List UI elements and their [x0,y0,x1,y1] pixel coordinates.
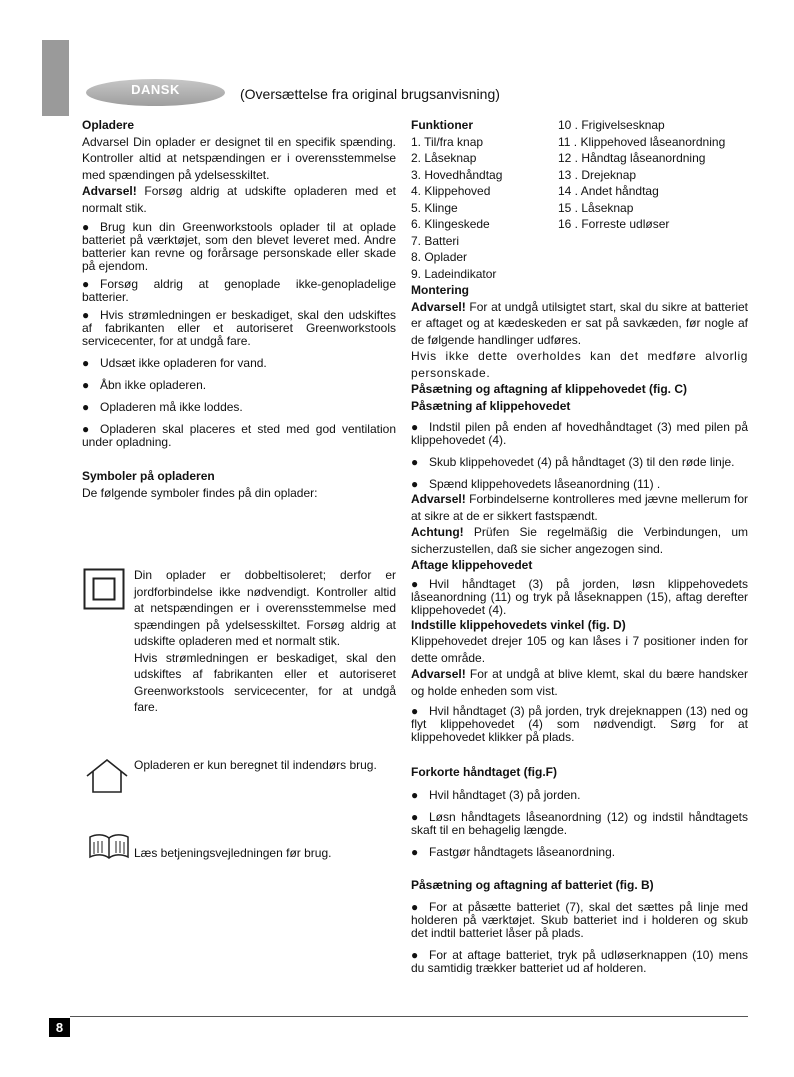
battery-title: Påsætning og aftagning af batteriet (fig. B) [411,877,654,892]
list-item: ● Opladeren må ikke loddes. [82,400,243,414]
list-item: ● Fastgør håndtagets låseanordning. [411,844,616,859]
section-title-chargers: Opladere [82,118,135,132]
list-item: 4. Klippehoved [411,184,491,198]
list-item: 16 . Forreste udløser [558,217,670,231]
assembly-title: Montering [411,283,469,297]
symbols-title: Symboler på opladeren [82,469,215,483]
list-item: ● Løsn håndtagets låseanordning (12) og indstil håndtagets skaft til en behagelig længde. [411,809,748,837]
functions-col-2 [558,117,748,282]
angle-paragraph: Klippehovedet drejer 105 og kan låses i 7 positioner inden for dette område. [411,634,748,665]
angle-warning: Advarsel! For at undgå at blive klemt, skal du bære handsker og holde enheden som vist. [411,667,748,698]
list-item: ● Hvil håndtaget (3) på jorden. [411,787,581,802]
fitting-title: Påsætning og aftagning af klippehovedet (fig. C) [411,382,688,396]
list-item: 10 . Frigivelsesknap [558,118,665,132]
fitting-warning: Advarsel! Forbindelserne kontrolleres med jævne mellerum for at sikre at de er sikkert fastspændt. [411,492,748,523]
list-item: 6. Klingeskede [411,217,490,231]
assembly-warning: Advarsel! For at undgå utilsigtet start, skal du sikre at batteriet er aftaget og at kædeskeden er sat på savkæden, før nogle af de følgende handlinger udføres. [411,299,748,347]
list-item: 11 . Klippehoved låseanordning [558,134,726,149]
list-item: ● Opladeren skal placeres et sted med god ventilation under opladning. [82,422,396,449]
indoor-use-text: Opladeren er kun beregnet til indendørs brug. [134,758,377,772]
warning-text: Forsøg aldrig at udskifte opladeren med et normalt stik. [82,184,396,215]
list-item: 8. Oplader [411,250,468,264]
list-item: 2. Låseknap [411,151,477,165]
page-subtitle: (Oversættelse fra original brugsanvisning) [240,86,500,102]
read-manual-text: Læs betjeningsvejledningen før brug. [134,846,332,860]
shorten-title: Forkorte håndtaget (fig.F) [411,765,557,779]
house-icon [85,758,129,794]
warning-label: Advarsel! [82,184,137,198]
list-item: ● Skub klippehovedet (4) på håndtaget (3) til den røde linje. [411,455,735,469]
list-item: ● Hvis strømledningen er beskadiget, skal den udskiftes af fabrikanten eller et autoriseret Greenworkstools servicecenter, for at undgå fare. [82,308,396,348]
remove-title: Aftage klippehovedet [411,558,533,572]
footer-divider [70,1016,748,1017]
list-item: 1. Til/fra knap [411,134,484,149]
double-insulation-icon [83,568,125,610]
list-item: 9. Ladeindikator [411,266,497,281]
page-number: 8 [49,1018,70,1037]
achtung-note: Achtung! Prüfen Sie regelmäßig die Verbindungen, um sicherzustellen, daß sie sicher angezogen sind. [411,525,748,556]
list-item: 13 . Drejeknap [558,167,637,182]
list-item: ● Udsæt ikke opladeren for vand. [82,356,267,370]
list-item: ● For at påsætte batteriet (7), skal det sættes på linje med holderen på værktøjet. Skub batteriet ind i holderen og skub det indtil batteriet låser på plads. [411,900,748,940]
list-item: ● Spænd klippehovedets låseanordning (11) . [411,477,661,491]
list-item: ● Brug kun din Greenworkstools oplader til at oplade batteriet på værktøjet, som den blevet leveret med. Andre batterier kan revne og forårsage personskade eller skade på ejendom. [82,220,396,273]
list-item: ● Hvil håndtaget (3) på jorden, tryk drejeknappen (13) ned og flyt klippehovedet (4) som nødvendigt. Sørg for at klippehovedet klikker på plads. [411,704,748,744]
angle-title: Indstille klippehovedets vinkel (fig. D) [411,617,626,632]
functions-col-1 [411,134,558,283]
left-column [82,117,396,501]
assembly-paragraph: Hvis ikke dette overholdes kan det medføre alvorlig personskade. [411,349,748,380]
fitting-subtitle: Påsætning af klippehovedet [411,398,571,413]
charger-bullets [82,221,396,449]
charger-warning [82,183,396,216]
symbols-intro: De følgende symboler findes på din oplader: [82,485,318,500]
language-badge: DANSK [86,79,225,106]
functions-title: Funktioner [411,118,473,132]
list-item: 5. Klinge [411,200,458,215]
list-item: ● For at aftage batteriet, tryk på udløserknappen (10) mens du samtidig trækker batteriet ud af holderen. [411,948,748,975]
manual-book-icon [86,833,132,861]
list-item: 12 . Håndtag låseanordning [558,151,706,165]
list-item: 14 . Andet håndtag [558,184,659,198]
list-item: 15 . Låseknap [558,200,634,215]
charger-paragraph: Advarsel Din oplader er designet til en specifik spænding. Kontroller altid at netspændingen er i overensstemmelse med spændingen på ydelsesskiltet. [82,134,396,182]
list-item: 3. Hovedhåndtag [411,167,503,182]
list-item: ● Indstil pilen på enden af hovedhåndtaget (3) med pilen på klippehovedet (4). [411,420,748,447]
right-column [411,117,748,975]
list-item: 7. Batteri [411,233,460,248]
side-tab-marker [42,40,69,116]
list-item: ● Hvil håndtaget (3) på jorden, løsn klippehovedets låseanordning (11) og tryk på låseknappen (15), aftag derefter klippehovedet (4). [411,576,748,617]
list-item: ● Forsøg aldrig at genoplade ikke-genopladelige batterier. [82,277,396,304]
list-item: ● Åbn ikke opladeren. [82,378,207,392]
double-insulation-text: Din oplader er dobbeltisoleret; derfor er jordforbindelse ikke nødvendigt. Kontroller altid at netspændingen er i overensstemmelse med spændingen på ydelsesskiltet. Forsøg aldrig at udskifte opladeren med et normalt stik. Hvis strømledningen er beskadiget, skal den udskiftes af fabrikanten eller et autoriseret Greenworkstools servicecenter, for at undgå fare. [134,568,396,714]
